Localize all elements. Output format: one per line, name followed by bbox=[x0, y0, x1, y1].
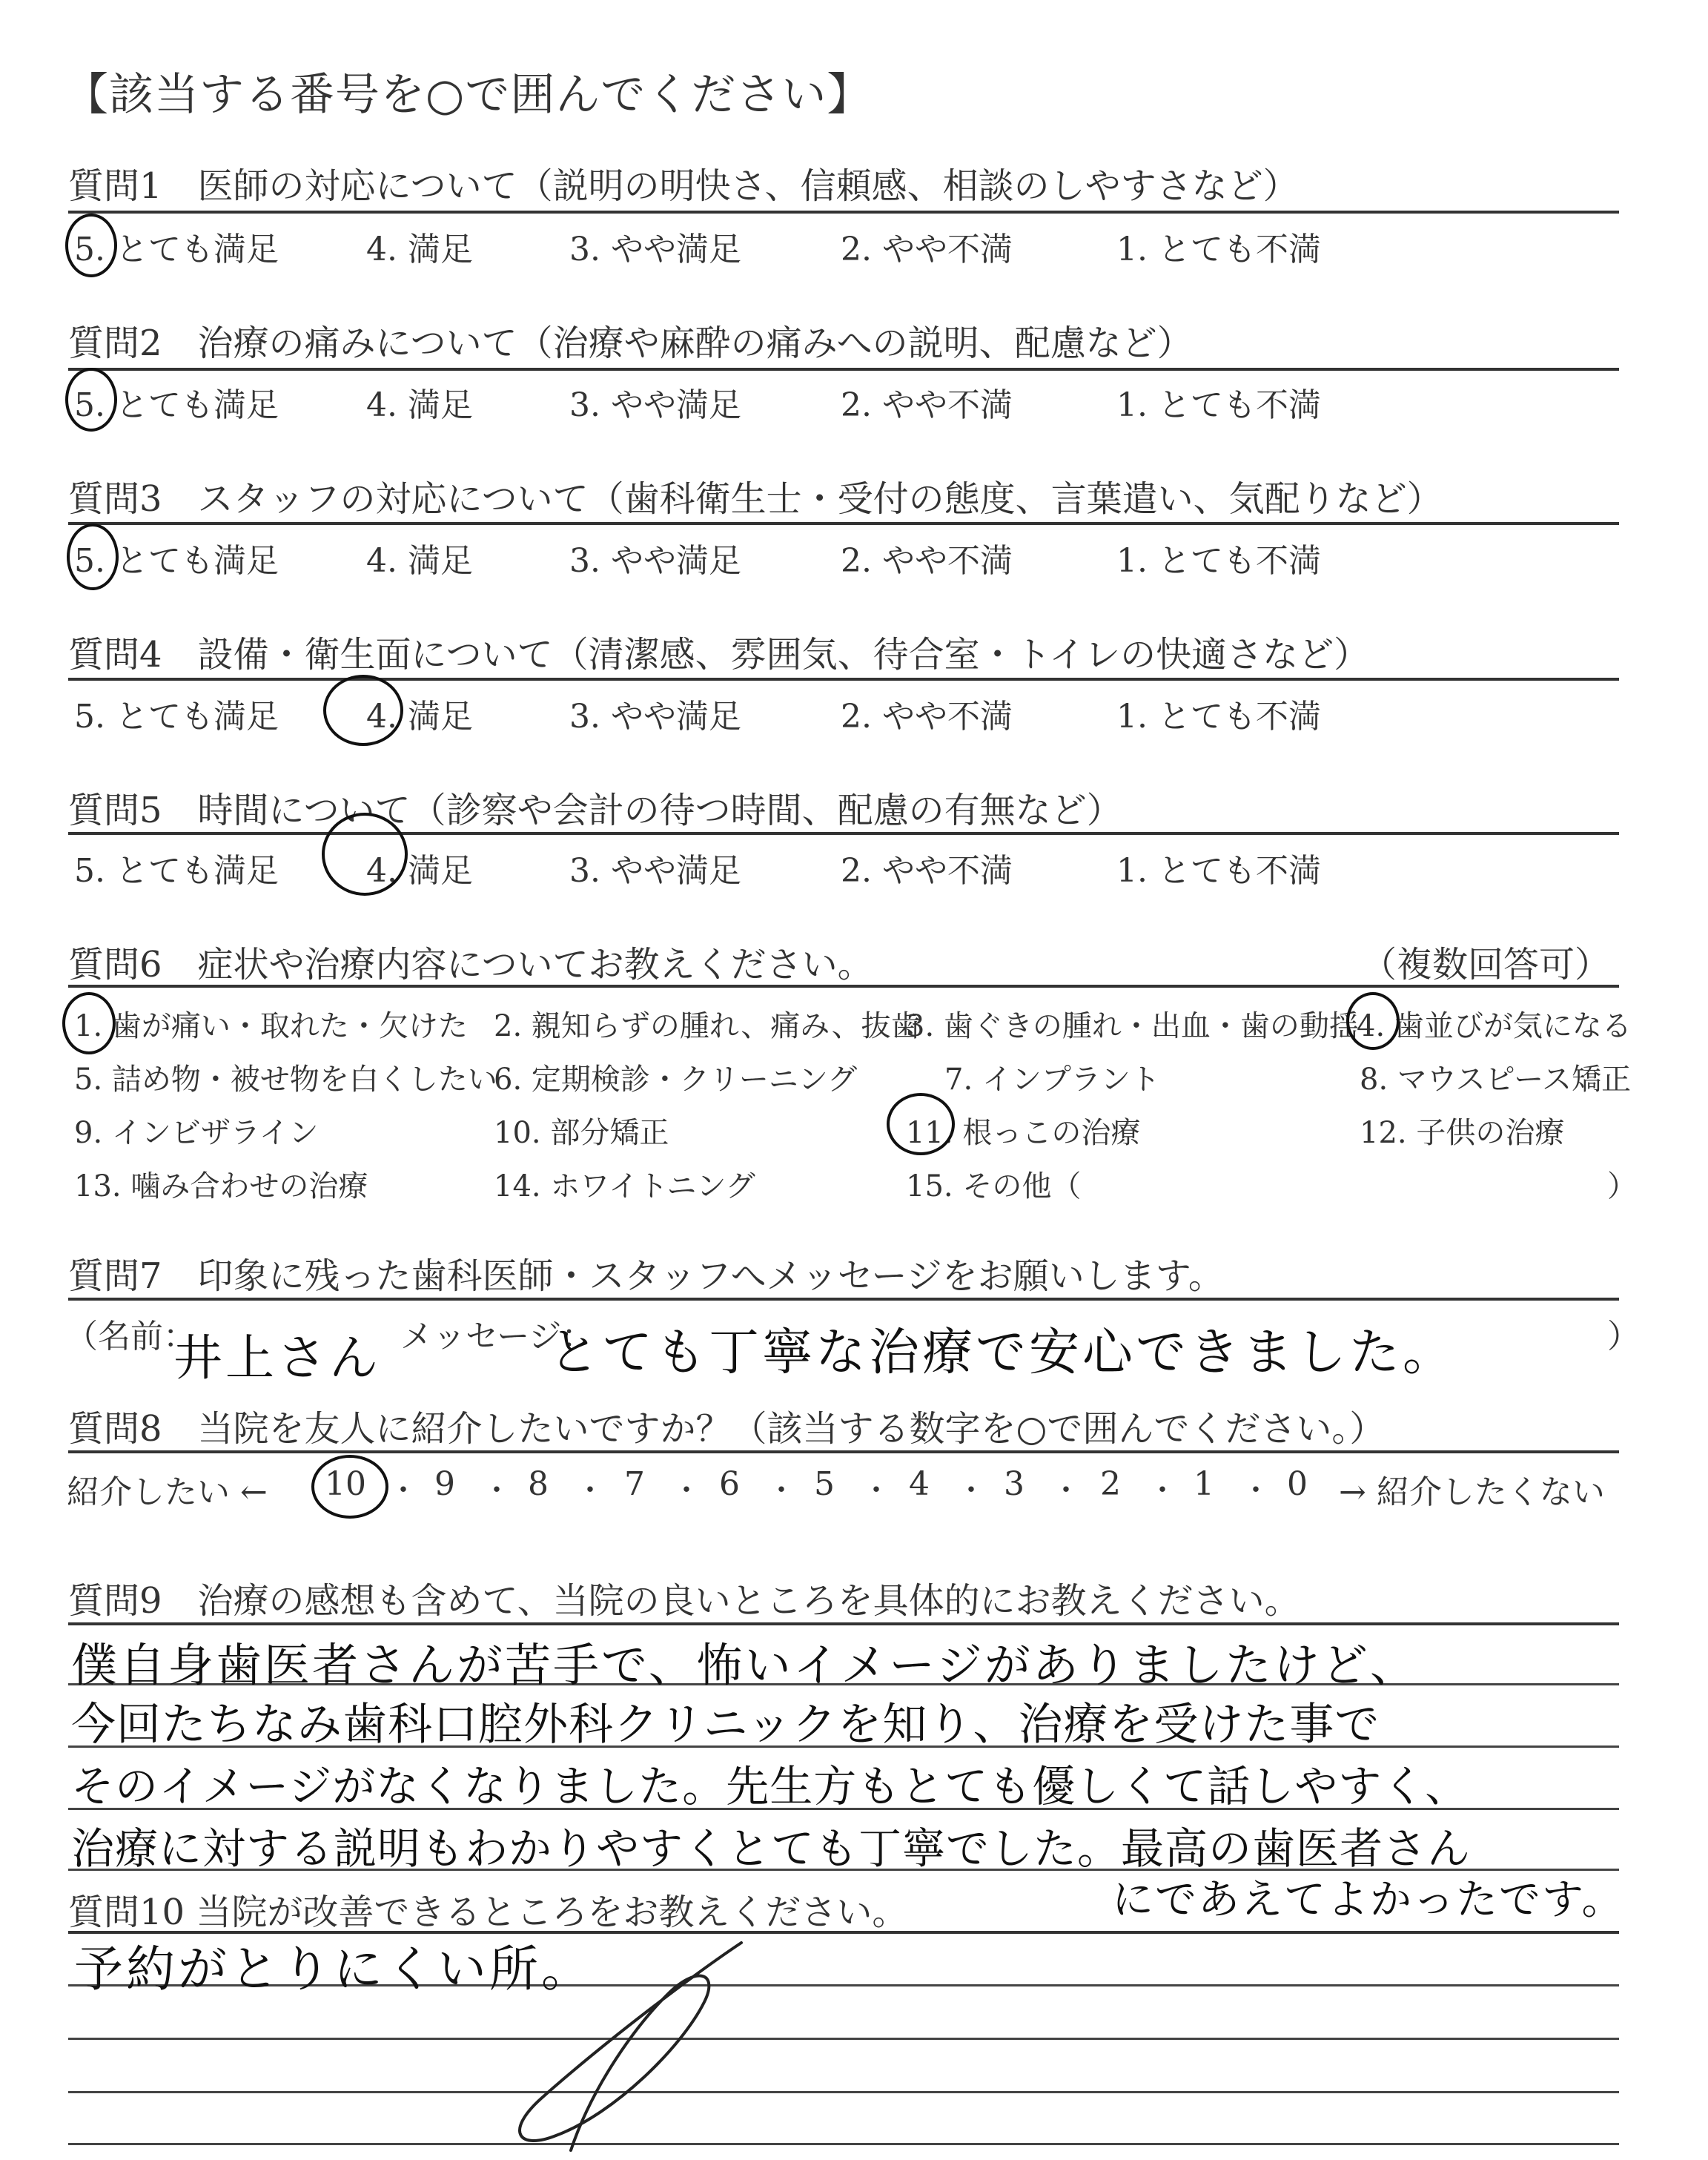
q7-name-label: （名前： bbox=[65, 1318, 196, 1355]
q2-title: 質問2 治療の痛みについて（治療や麻酔の痛みへの説明、配慮など） bbox=[68, 323, 1193, 364]
q8-scale-6[interactable]: 6 bbox=[719, 1465, 740, 1503]
q9-answer-line-3: そのイメージがなくなりました。先生方もとても優しくて話しやすく、 bbox=[71, 1761, 1469, 1811]
q8-sep: ・ bbox=[956, 1473, 986, 1507]
q4-option-5[interactable]: 5. とても満足 bbox=[74, 698, 279, 736]
form-header: 【該当する番号を○で囲んでください】 bbox=[64, 69, 873, 121]
q8-scale-7[interactable]: 7 bbox=[624, 1465, 645, 1503]
q4-option-4[interactable]: 4. 満足 bbox=[366, 698, 473, 736]
q7-message-value[interactable]: とても丁寧な治療で安心できました。 bbox=[549, 1324, 1457, 1382]
q3-option-4[interactable]: 4. 満足 bbox=[366, 542, 473, 580]
q5-option-1[interactable]: 1. とても不満 bbox=[1116, 852, 1321, 890]
q6-item-7[interactable]: 7. インプラント bbox=[944, 1063, 1160, 1097]
q1-rule bbox=[68, 211, 1619, 214]
q2-option-2[interactable]: 2. やや不満 bbox=[841, 386, 1013, 424]
q6-title: 質問6 症状や治療内容についてお教えください。 bbox=[68, 944, 873, 985]
q9-rule bbox=[68, 1622, 1619, 1625]
q9-title: 質問9 治療の感想も含めて、当院の良いところを具体的にお教えください。 bbox=[68, 1580, 1300, 1622]
q6-item-3[interactable]: 3. 歯ぐきの腫れ・出血・歯の動揺 bbox=[906, 1009, 1359, 1043]
q1-option-2[interactable]: 2. やや不満 bbox=[841, 231, 1013, 268]
q6-item-1[interactable]: 1. 歯が痛い・取れた・欠けた bbox=[74, 1009, 468, 1043]
q6-item-5[interactable]: 5. 詰め物・被せ物を白くしたい bbox=[74, 1063, 497, 1097]
q3-option-5[interactable]: 5. とても満足 bbox=[74, 542, 279, 580]
q8-right-label: → 紹介したくない bbox=[1339, 1473, 1605, 1511]
q8-sep: ・ bbox=[1148, 1473, 1177, 1507]
q8-title: 質問8 当院を友人に紹介したいですか？（該当する数字を○で囲んでください。） bbox=[68, 1408, 1386, 1450]
q6-item-12[interactable]: 12. 子供の治療 bbox=[1360, 1116, 1565, 1150]
q7-title: 質問7 印象に残った歯科医師・スタッフへメッセージをお願いします。 bbox=[68, 1255, 1224, 1297]
q8-sep: ・ bbox=[482, 1473, 512, 1507]
q3-option-3[interactable]: 3. やや満足 bbox=[569, 542, 741, 580]
q3-option-2[interactable]: 2. やや不満 bbox=[841, 542, 1013, 580]
q1-title: 質問1 医師の対応について（説明の明快さ、信頼感、相談のしやすさなど） bbox=[68, 165, 1299, 207]
q4-title: 質問4 設備・衛生面について（清潔感、雰囲気、待合室・トイレの快適さなど） bbox=[68, 634, 1370, 676]
q3-rule bbox=[68, 522, 1619, 525]
q1-option-1[interactable]: 1. とても不満 bbox=[1116, 231, 1321, 268]
q8-sep: ・ bbox=[1241, 1473, 1271, 1507]
q8-sep: ・ bbox=[861, 1473, 891, 1507]
q4-option-1[interactable]: 1. とても不満 bbox=[1116, 698, 1321, 736]
q1-option-4[interactable]: 4. 満足 bbox=[366, 231, 473, 268]
q6-item-4[interactable]: 4. 歯並びが気になる bbox=[1357, 1009, 1632, 1043]
q7-close: ） bbox=[1607, 1318, 1640, 1355]
q8-left-label: 紹介したい ← bbox=[67, 1473, 268, 1511]
q6-item-9[interactable]: 9. インビザライン bbox=[74, 1116, 319, 1150]
q8-scale-2[interactable]: 2 bbox=[1100, 1465, 1121, 1503]
q5-option-3[interactable]: 3. やや満足 bbox=[569, 852, 741, 890]
q8-sep: ・ bbox=[767, 1473, 796, 1507]
q8-rule bbox=[68, 1450, 1619, 1453]
q8-sep: ・ bbox=[672, 1473, 701, 1507]
q1-option-3[interactable]: 3. やや満足 bbox=[569, 231, 741, 268]
q1-option-5[interactable]: 5. とても満足 bbox=[74, 231, 279, 268]
q5-option-4[interactable]: 4. 満足 bbox=[366, 852, 473, 890]
scribble-mark bbox=[474, 1928, 845, 2160]
q6-note: （複数回答可） bbox=[1361, 944, 1611, 985]
q6-item-11[interactable]: 11. 根っこの治療 bbox=[906, 1116, 1141, 1150]
q9-answer-line-2: 今回たちなみ歯科口腔外科クリニックを知り、治療を受けた事で bbox=[71, 1699, 1380, 1751]
q2-option-4[interactable]: 4. 満足 bbox=[366, 386, 473, 424]
q8-sep: ・ bbox=[1051, 1473, 1081, 1507]
q7-rule bbox=[68, 1298, 1619, 1301]
q8-scale-5[interactable]: 5 bbox=[814, 1465, 835, 1503]
q9-answer-line-5: にであえてよかったです。 bbox=[1112, 1876, 1625, 1924]
q6-item-2[interactable]: 2. 親知らずの腫れ、痛み、抜歯 bbox=[494, 1009, 921, 1043]
q6-item-13[interactable]: 13. 噛み合わせの治療 bbox=[74, 1169, 368, 1203]
q10-answer[interactable]: 予約がとりにくい所。 bbox=[74, 1941, 593, 1998]
q2-option-3[interactable]: 3. やや満足 bbox=[569, 386, 741, 424]
q2-rule bbox=[68, 368, 1619, 371]
q8-scale-0[interactable]: 0 bbox=[1287, 1465, 1308, 1503]
q4-option-2[interactable]: 2. やや不満 bbox=[841, 698, 1013, 736]
q9-answer-line-4: 治療に対する説明もわかりやすくとても丁寧でした。最高の歯医者さん bbox=[71, 1823, 1472, 1874]
q8-scale-10[interactable]: 10 bbox=[325, 1465, 366, 1503]
q8-scale-3[interactable]: 3 bbox=[1004, 1465, 1025, 1503]
q5-option-2[interactable]: 2. やや不満 bbox=[841, 852, 1013, 890]
q6-item-14[interactable]: 14. ホワイトニング bbox=[494, 1169, 755, 1203]
q2-option-5[interactable]: 5. とても満足 bbox=[74, 386, 279, 424]
q4-rule bbox=[68, 678, 1619, 681]
q8-scale-4[interactable]: 4 bbox=[909, 1465, 930, 1503]
q9-answer-line-1: 僕自身歯医者さんが苦手で、怖いイメージがありましたけど、 bbox=[71, 1638, 1418, 1692]
q6-rule bbox=[68, 985, 1619, 988]
q3-option-1[interactable]: 1. とても不満 bbox=[1116, 542, 1321, 580]
q3-title: 質問3 スタッフの対応について（歯科衛生士・受付の態度、言葉遣い、気配りなど） bbox=[68, 478, 1443, 520]
q8-scale-1[interactable]: 1 bbox=[1194, 1465, 1214, 1503]
q2-option-1[interactable]: 1. とても不満 bbox=[1116, 386, 1321, 424]
q10-title: 質問10 当院が改善できるところをお教えください。 bbox=[68, 1892, 908, 1933]
q7-name-value[interactable]: 井上さん bbox=[173, 1330, 381, 1387]
q8-scale-9[interactable]: 9 bbox=[434, 1465, 455, 1503]
q5-rule bbox=[68, 832, 1619, 835]
q6-item-15[interactable]: 15. その他（ bbox=[906, 1169, 1082, 1203]
q7-message-label: メッセージ： bbox=[400, 1318, 595, 1355]
q4-option-3[interactable]: 3. やや満足 bbox=[569, 698, 741, 736]
q5-title: 質問5 時間について（診察や会計の待つ時間、配慮の有無など） bbox=[68, 790, 1122, 831]
q6-item-8[interactable]: 8. マウスピース矯正 bbox=[1360, 1063, 1632, 1097]
q6-other-close: ） bbox=[1607, 1169, 1637, 1203]
q8-scale-8[interactable]: 8 bbox=[528, 1465, 549, 1503]
q6-item-10[interactable]: 10. 部分矯正 bbox=[494, 1116, 669, 1150]
q8-sep: ・ bbox=[388, 1473, 418, 1507]
q5-option-5[interactable]: 5. とても満足 bbox=[74, 852, 279, 890]
q6-item-6[interactable]: 6. 定期検診・クリーニング bbox=[494, 1063, 858, 1097]
q8-sep: ・ bbox=[575, 1473, 605, 1507]
